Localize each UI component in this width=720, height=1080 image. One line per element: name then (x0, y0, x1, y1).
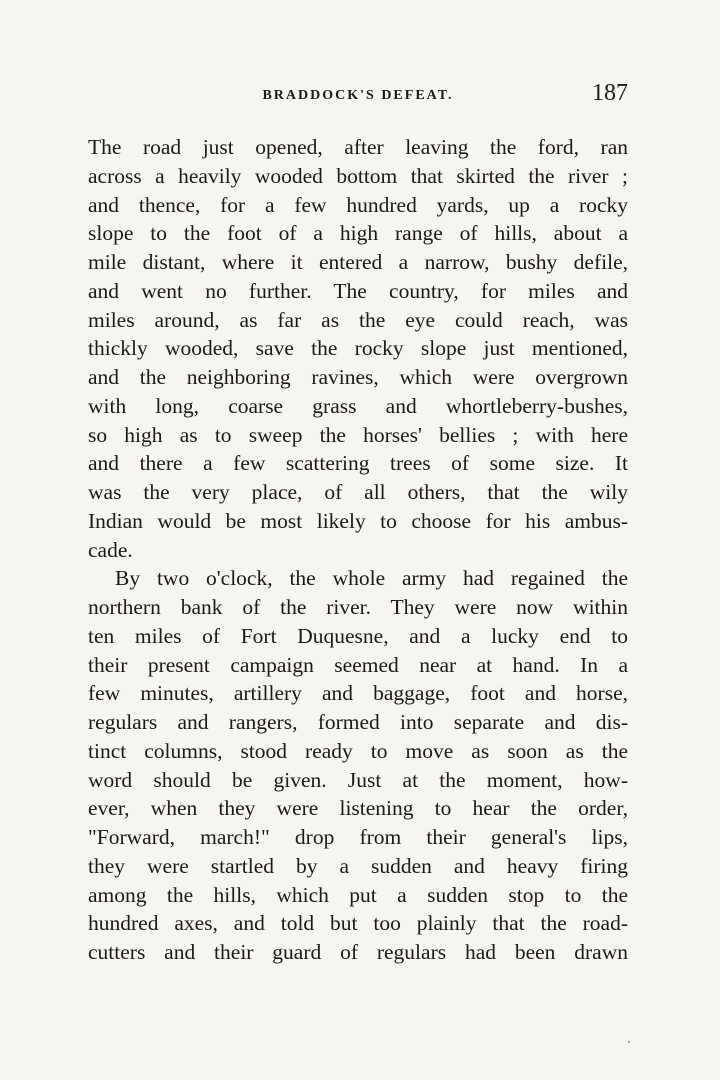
page-header (88, 78, 628, 118)
print-speck (628, 1041, 630, 1043)
text-line: few minutes, artillery and baggage, foot and horse, (88, 681, 628, 706)
running-title: BRADDOCK'S DEFEAT. (262, 88, 454, 103)
text-line: word should be given. Just at the moment, how- (88, 767, 628, 792)
text-line: was the very place, of all others, that the wily (88, 480, 628, 504)
page-number: 187 (592, 80, 628, 106)
text-line: among the hills, which put a sudden stop to the (88, 882, 628, 907)
text-line: cade. (88, 537, 133, 562)
paragraph (88, 564, 628, 967)
text-line: across a heavily wooded bottom that skirted the river ; (88, 163, 628, 188)
text-line: and went no further. The country, for miles and (88, 278, 628, 303)
text-line: regulars and rangers, formed into separate and dis- (88, 710, 628, 734)
paragraph (88, 133, 628, 564)
text-line: and thence, for a few hundred yards, up a rocky (88, 192, 628, 217)
text-line: "Forward, march!" drop from their general's lips, (88, 825, 628, 849)
text-line: with long, coarse grass and whortleberry-bushes, (88, 393, 628, 418)
text-line: Indian would be most likely to choose for his ambus- (88, 508, 628, 533)
body-text (88, 133, 628, 967)
text-line: ten miles of Fort Duquesne, and a lucky end to (88, 623, 628, 648)
text-line: and the neighboring ravines, which were overgrown (88, 365, 628, 389)
text-line: they were startled by a sudden and heavy firing (88, 853, 628, 878)
text-line: their present campaign seemed near at hand. In a (88, 652, 628, 677)
text-line: tinct columns, stood ready to move as soon as the (88, 738, 628, 763)
text-line: so high as to sweep the horses' bellies ; with here (88, 422, 628, 447)
text-line: ever, when they were listening to hear the order, (88, 796, 628, 821)
text-line: slope to the foot of a high range of hills, about a (88, 221, 628, 246)
text-line: hundred axes, and told but too plainly that the road- (88, 911, 628, 936)
text-line: By two o'clock, the whole army had regained the (115, 566, 628, 591)
text-line: miles around, as far as the eye could reach, was (88, 307, 628, 332)
text-line: and there a few scattering trees of some size. It (88, 451, 628, 476)
text-line: cutters and their guard of regulars had been drawn (88, 940, 628, 964)
text-line: mile distant, where it entered a narrow, bushy defile, (88, 250, 628, 274)
text-line: northern bank of the river. They were now within (88, 595, 628, 619)
text-line: The road just opened, after leaving the ford, ran (88, 135, 628, 159)
text-line: thickly wooded, save the rocky slope just mentioned, (88, 336, 628, 361)
